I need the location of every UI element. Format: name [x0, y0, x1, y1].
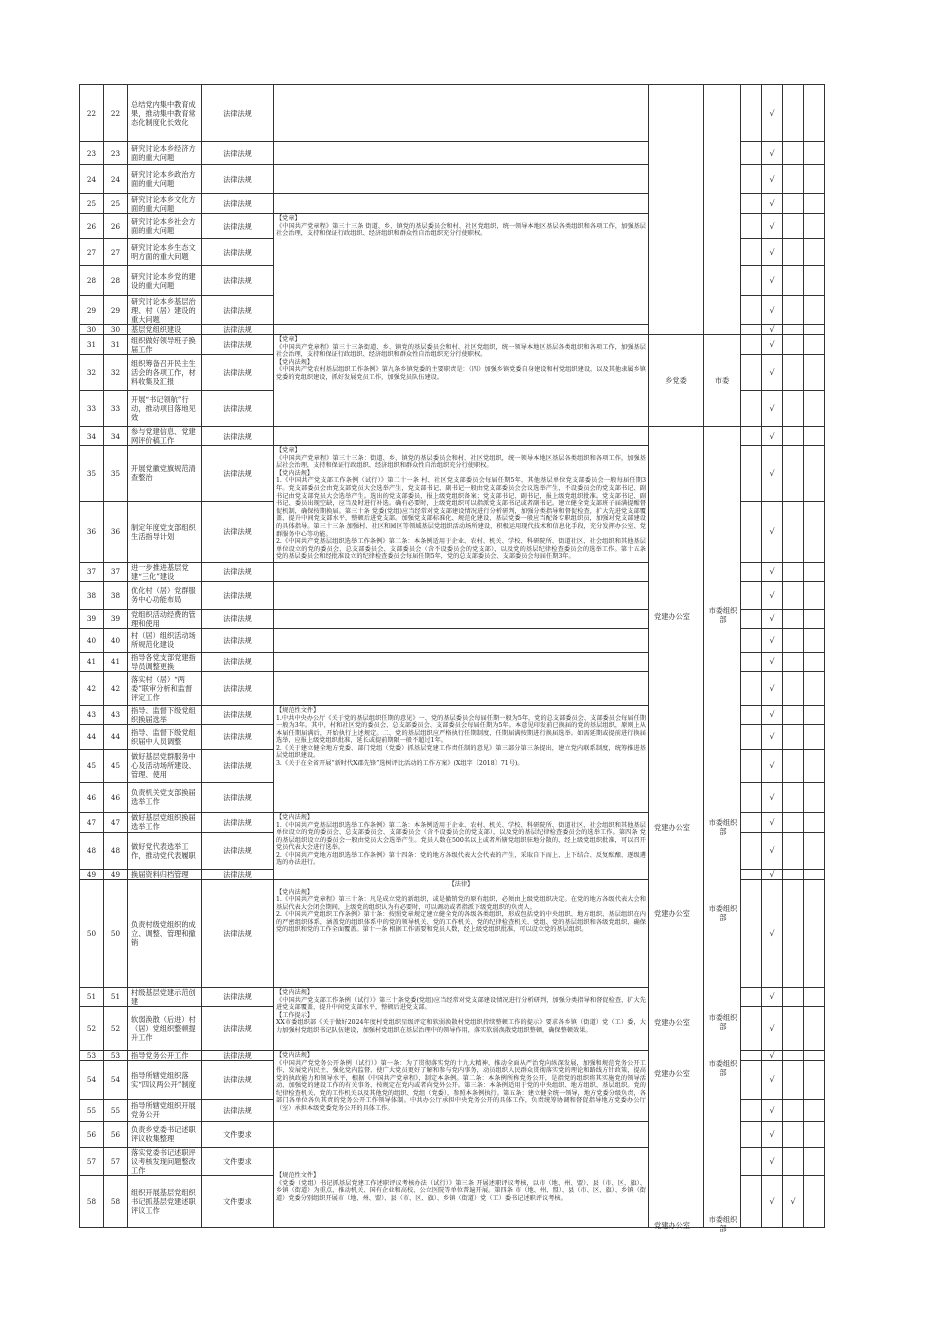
basis-text: 【党内法规】 《中国共产党支部工作条例（试行）》第三十条党委(党组)应当经常对党支部建设情况进行分析研判，加强分类指导和督促检查，扩大先进党支部覆盖，提升中间党支部水平，整顿后进党支部。 【工作提示】 XX市委组织部《关于做好2024年度村党组织星级评定和软弱涣散村党组织持续整顿工作的提示》要求各乡镇（街道）党（工）委，大力加强村党组织书记队伍建设，加强村党组织在基层治理中的领导作用，落实软弱涣散党组织整顿，确保整顿效果。 — [274, 987, 649, 1050]
row-number: 28 — [104, 266, 128, 296]
row-index: 44 — [80, 724, 104, 749]
row-index: 36 — [80, 501, 104, 562]
basis-text: 【规范性文件】 1.中共中央办公厅《关于党的基层组织任期的意见》一、党的基层委员会每届任期一般为5年，党的总支部委员会、支部委员会每届任期一般为3年。其中，村和社区党的委员会、总支部委员会、支部委员会每届任期为5年。本意见印发前已换届的党的基层组织，原则上从本届任期届满后，开始执行上述规定。二、党的基层组织应严格执行任期制度，任期届满按期进行换届选举。如需延期或提前进行换届选举，应报上级党组织批准，延长或提前期限一般不超过1年。 2.《关于建立健全地方党委、部门党组（党委）抓基层党建工作责任制的意见》第三部分第三条提出，建立党内联系制度，统筹推进基层党组织建设。 3.《关于在全省开展“新时代X郡先锋”选树评比活动的工作方案》(X组字〔2018〕71号)。 — [274, 705, 649, 812]
basis-text — [274, 671, 649, 705]
basis-category: 法律法规 — [202, 296, 274, 325]
item-text: 基层党组织建设 — [128, 325, 202, 335]
basis-text — [274, 652, 649, 671]
item-text: 落实党委书记述职评议考核发现问题整改工作 — [128, 1147, 202, 1175]
row-number: 46 — [104, 782, 128, 812]
row-number: 36 — [104, 501, 128, 562]
check-mark: √ — [762, 581, 783, 609]
item-text: 换届资料归档管理 — [128, 869, 202, 879]
row-index: 55 — [80, 1099, 104, 1121]
row-index: 42 — [80, 671, 104, 705]
row-number: 45 — [104, 749, 128, 782]
row-number: 58 — [104, 1175, 128, 1227]
item-text: 研究讨论本乡政治方面的重大问题 — [128, 165, 202, 194]
row-index: 24 — [80, 165, 104, 194]
basis-text — [274, 628, 649, 652]
basis-category: 法律法规 — [202, 705, 274, 724]
item-text: 指导党务公开工作 — [128, 1050, 202, 1060]
unit-label-dangjianban-2: 党建办公室 — [654, 823, 690, 832]
item-text: 做好基层党群服务中心及活动场所建设、管理、使用 — [128, 749, 202, 782]
check-mark: √ — [762, 85, 783, 142]
row-index: 48 — [80, 832, 104, 869]
responsibility-table — [79, 84, 825, 1228]
row-index: 54 — [80, 1060, 104, 1099]
row-number: 23 — [104, 142, 128, 165]
item-text: 指导各党支部党建指导员调整更换 — [128, 652, 202, 671]
basis-category: 文件要求 — [202, 1175, 274, 1227]
item-text: 研究讨论本乡生态文明方面的重大问题 — [128, 239, 202, 266]
basis-category: 法律法规 — [202, 609, 274, 628]
row-number: 51 — [104, 987, 128, 1006]
unit-label-shiwei-zuzhibu-3: 市委组织部 — [708, 904, 738, 922]
row-index: 53 — [80, 1050, 104, 1060]
row-index: 40 — [80, 628, 104, 652]
check-mark: √ — [762, 335, 783, 355]
check-mark: √ — [762, 724, 783, 749]
row-index: 35 — [80, 446, 104, 502]
check-mark: √ — [762, 214, 783, 239]
check-mark: √ — [762, 879, 783, 987]
row-number: 39 — [104, 609, 128, 628]
row-number: 25 — [104, 194, 128, 214]
row-index: 51 — [80, 987, 104, 1006]
basis-text — [274, 194, 649, 214]
item-text: 软弱涣散（后进）村（居）党组织整顿提升工作 — [128, 1006, 202, 1050]
check-mark: √ — [762, 142, 783, 165]
law-heading: 【法律】 — [448, 880, 474, 888]
unit-label-dangjianban-4: 党建办公室 — [654, 1018, 690, 1027]
check-mark: √ — [762, 987, 783, 1006]
row-number: 50 — [104, 879, 128, 987]
basis-category: 法律法规 — [202, 165, 274, 194]
check-mark: √ — [762, 266, 783, 296]
unit-label-dangjianban: 党建办公室 — [654, 612, 690, 621]
basis-category: 法律法规 — [202, 562, 274, 581]
basis-category: 法律法规 — [202, 1099, 274, 1121]
basis-category: 法律法规 — [202, 782, 274, 812]
basis-category: 法律法规 — [202, 832, 274, 869]
item-text: 指导、监督下级党组织届中人员调整 — [128, 724, 202, 749]
row-index: 26 — [80, 214, 104, 239]
item-text: 做好党代表选举工作，推动党代表履职 — [128, 832, 202, 869]
basis-category: 法律法规 — [202, 194, 274, 214]
check-mark: √ — [762, 165, 783, 194]
check-mark: √ — [762, 239, 783, 266]
basis-category: 法律法规 — [202, 335, 274, 355]
row-index: 57 — [80, 1147, 104, 1175]
check-mark: √ — [762, 194, 783, 214]
row-number: 41 — [104, 652, 128, 671]
basis-category: 文件要求 — [202, 1147, 274, 1175]
row-index: 45 — [80, 749, 104, 782]
check-mark: √ — [762, 609, 783, 628]
item-text: 组织开展基层党组织书记抓基层党建述职评议工作 — [128, 1175, 202, 1227]
check-mark: √ — [762, 812, 783, 832]
row-number: 53 — [104, 1050, 128, 1060]
basis-text: 【党章】 《中国共产党章程》第三十三条：街道、乡、镇党的基层委员会和村、社区党组织，统一领导本地区基层各类组织和各项工作，加强基层社会治理，支持和保证行政组织、经济组织和群众性自治组织充分行使职权。 【党内法规】 1.《中国共产党支部工作条例（试行）》第二十一条 村、社区党支部委员会每届任期5年，其他基层单位党支部委员会一般每届任期3年。党支部委员会由党支部党员大会选举产生，党支部书记、副书记一般由党支部委员会会议选举产生，不设委员会的党支部书记、副书记由党支部党员大会选举产生。选出的党支部委员，报上级党组织备案；党支部书记、副书记，报上级党组织批准。党支部书记、副书记、委员出现空缺，应当及时进行补选。确有必要时，上级党组织可以指派党支部书记或者副书记。建立健全党支部班子届满提醒督促机制，确保按期换届。第三十条 党委(党组)应当经常对党支部建设情况进行分析研判，加强分类指导和督促检查，扩大先进党支部覆盖，提升中间党支部水平，整顿后进党支部。加强党支部标准化、规范化建设，基层党委一般应当配备专职组织员，加强对党支部建设的具体指导。第三十三条 加强村、社区和园区等领域基层党组织活动场所建设，积极运用现代技术和信息化手段，充分发挥办公室、党群服务中心等功能。 2.《中国共产党基层组织选举工作条例》第二条：本条例适用于企业、农村、机关、学校、科研院所、街道社区、社会组织和其他基层单位设立的党的委员会、总支部委员会、支部委员会（含不设委员会的党支部），以及党的基层纪律检查委员会的选举工作。第十五条 党的基层委员会和经批准设立的纪律检查委员会每届任期5年，党的总支部委员会、支部委员会每届任期3年。 — [274, 446, 649, 563]
basis-body: 【党内法规】 1.《中国共产党章程》第三十条：凡是成立党的新组织，或是撤销党的原有组织，必须由上级党组织决定。在党的地方各级代表大会和基层代表大会闭会期间，上级党的组织认为有必要时，可以调动或者指派下级党组织的负责人。 2.《中国共产党组织工作条例》第十条：按照党章规定建立健全党的各级各类组织，形成包括党的中央组织、地方组织、基层组织在内的严密组织体系，涵盖党的组织体系中的党的领导机关、党的工作机关、党的纪律检查机关、党组、党的基层组织和各级党组织，确保党的组织和党的工作全面覆盖。第十一条 根据工作需要和党员人数，经上级党组织批准，可以设立党的基层组织。 — [276, 888, 646, 934]
basis-category: 法律法规 — [202, 724, 274, 749]
unit-label-shiwei-zuzhibu-6: 市委组织部 — [708, 1215, 738, 1233]
item-text: 指导、监督下级党组织换届选举 — [128, 705, 202, 724]
basis-category: 法律法规 — [202, 749, 274, 782]
basis-category: 法律法规 — [202, 1006, 274, 1050]
check-mark: √ — [762, 832, 783, 869]
item-text: 开展党徽党旗规范清查整治 — [128, 446, 202, 502]
basis-text — [274, 1121, 649, 1147]
item-text: 村级基层党建示范创建 — [128, 987, 202, 1006]
basis-category: 法律法规 — [202, 501, 274, 562]
basis-category: 法律法规 — [202, 1060, 274, 1099]
basis-category: 法律法规 — [202, 446, 274, 502]
row-number: 31 — [104, 335, 128, 355]
row-index: 28 — [80, 266, 104, 296]
row-number: 30 — [104, 325, 128, 335]
row-index: 52 — [80, 1006, 104, 1050]
basis-text — [274, 562, 649, 581]
row-number: 32 — [104, 355, 128, 391]
check-mark: √ — [762, 1050, 783, 1060]
row-number: 37 — [104, 562, 128, 581]
item-text: 优化村（居）党群服务中心功能布局 — [128, 581, 202, 609]
basis-category: 法律法规 — [202, 325, 274, 335]
unit-cell-empty — [649, 85, 704, 335]
table-row — [80, 85, 825, 142]
row-index: 46 — [80, 782, 104, 812]
row-number: 52 — [104, 1006, 128, 1050]
item-text: 研究讨论本乡文化方面的重大问题 — [128, 194, 202, 214]
row-index: 27 — [80, 239, 104, 266]
unit-label-shiwei-zuzhibu: 市委组织部 — [708, 606, 738, 624]
row-number: 38 — [104, 581, 128, 609]
row-index: 49 — [80, 869, 104, 879]
check-mark: √ — [762, 1147, 783, 1175]
unit-label-dangjianban-6: 党建办公室 — [654, 1221, 690, 1230]
row-index: 56 — [80, 1121, 104, 1147]
row-number: 35 — [104, 446, 128, 502]
basis-category: 法律法规 — [202, 869, 274, 879]
row-number: 49 — [104, 869, 128, 879]
row-number: 43 — [104, 705, 128, 724]
check-mark: √ — [762, 652, 783, 671]
item-text: 负责机关党支部换届选举工作 — [128, 782, 202, 812]
item-text: 制定年度党支部组织生活指导计划 — [128, 501, 202, 562]
row-index: 47 — [80, 812, 104, 832]
row-number: 54 — [104, 1060, 128, 1099]
basis-text: 【党章】 《中国共产党章程》第三十三条 街道、乡、镇党的基层委员会和村、社区党组织，统一领导本地区基层各类组织和各项工作，加强基层社会治理，支持和保证行政组织、经济组织和群众性自治组织充分行使职权。 — [274, 214, 649, 325]
basis-category: 法律法规 — [202, 239, 274, 266]
unit-label-shiwei-zuzhibu-2: 市委组织部 — [708, 818, 738, 836]
row-index: 58 — [80, 1175, 104, 1227]
unit-label-dangjianban-3: 党建办公室 — [654, 909, 690, 918]
check-mark: √ — [762, 671, 783, 705]
unit-label-dangjianban-5: 党建办公室 — [654, 1069, 690, 1078]
item-text: 组织筹备召开民主生活会的各项工作，材料收集及汇报 — [128, 355, 202, 391]
row-index: 33 — [80, 391, 104, 427]
basis-category: 法律法规 — [202, 85, 274, 142]
basis-category: 法律法规 — [202, 581, 274, 609]
row-index: 23 — [80, 142, 104, 165]
row-number: 55 — [104, 1099, 128, 1121]
row-index: 22 — [80, 85, 104, 142]
check-mark: √ — [762, 869, 783, 879]
check-mark: √ — [762, 782, 783, 812]
item-text: 负责乡党委书记述职评议收集整理 — [128, 1121, 202, 1147]
row-index: 50 — [80, 879, 104, 987]
row-number: 26 — [104, 214, 128, 239]
check-mark: √ — [762, 1121, 783, 1147]
check-mark: √ — [762, 749, 783, 782]
basis-category: 法律法规 — [202, 266, 274, 296]
check-mark: √ — [762, 1175, 783, 1227]
basis-category: 法律法规 — [202, 355, 274, 391]
basis-text — [274, 427, 649, 446]
item-text: 指导所辖党组织开展党务公开 — [128, 1099, 202, 1121]
basis-text: 【党内法规】 《中国共产党党务公开条例（试行）》第一条：为了贯彻落实党的十九大精神，推动全面从严治党向纵深发展，加强和规范党务公开工作，发展党内民主，强化党内监督，使广大党员更好了解和参与党内事务，动员组织人民群众贯彻落实党的理论和路线方针政策，提高党的执政能力和领导水平，根据《中国共产党章程》，制定本条例。第二条：本条例所称党务公开，是指党的组织将其实施党的领导活动、加强党的建设工作的有关事务，按规定在党内或者向党外公开。第三条：本条例适用于党的中央组织、地方组织、基层组织。党的纪律检查机关、党的工作机关以及其他党的组织、党组（党委），参照本条例执行。第五条：建立健全统一领导，地方党委分级负责，各部门各单位各负其责的党务公开工作领导体制。中共办公厅承担中央党务公开的具体工作，负责统筹协调和督促指导地方党委办公厅（室）承担本级党委党务公开的具体工作。 — [274, 1050, 649, 1121]
check-mark: √ — [762, 562, 783, 581]
item-text: 参与党建信息、党建网评价稿工作 — [128, 427, 202, 446]
basis-text — [274, 142, 649, 165]
row-number: 33 — [104, 391, 128, 427]
item-text: 进一步推进基层党建“三化”建设 — [128, 562, 202, 581]
check-mark: √ — [762, 628, 783, 652]
item-text: 指导所辖党组织落实“四议两公开”制度 — [128, 1060, 202, 1099]
row-index: 34 — [80, 427, 104, 446]
check-mark: √ — [762, 705, 783, 724]
item-text: 研究讨论本乡基层治理、村（居）建设的重大问题 — [128, 296, 202, 325]
basis-text: 【规范性文件】 《党委（党组）书记抓基层党建工作述职评议考核办法（试行）》第三条 开展述职评议考核，以市（地、州、盟）、县（市、区、旗）、乡镇（街道）为重点，推动机关、国有企业和高校、公立医院等单位普遍开展。第四条 市（地、州、盟）、县（市、区、旗）、乡镇（街道）党委分别组织开展市（地、州、盟）、县（市、区、旗）、乡镇（街道）党（工）委书记述职评议考核。 — [274, 1147, 649, 1227]
row-index: 37 — [80, 562, 104, 581]
check-mark: √ — [762, 1099, 783, 1121]
check-mark: √ — [762, 501, 783, 562]
row-index: 43 — [80, 705, 104, 724]
table-row — [80, 335, 825, 355]
basis-category: 法律法规 — [202, 214, 274, 239]
row-number: 27 — [104, 239, 128, 266]
supervising-unit: 市委 — [704, 335, 741, 427]
check-mark: √ — [762, 1060, 783, 1099]
unit-label-shiwei-zuzhibu-5: 市委组织部 — [708, 1059, 738, 1077]
basis-category: 法律法规 — [202, 812, 274, 832]
check-mark: √ — [762, 296, 783, 325]
row-number: 47 — [104, 812, 128, 832]
unit-cell-empty — [704, 85, 741, 335]
row-number: 42 — [104, 671, 128, 705]
row-index: 32 — [80, 355, 104, 391]
item-text: 研究讨论本乡社会方面的重大问题 — [128, 214, 202, 239]
basis-category: 法律法规 — [202, 652, 274, 671]
row-index: 30 — [80, 325, 104, 335]
basis-category: 法律法规 — [202, 671, 274, 705]
item-text: 组织做好领导班子换届工作 — [128, 335, 202, 355]
row-index: 31 — [80, 335, 104, 355]
basis-text — [274, 609, 649, 628]
unit-label-shiwei-zuzhibu-4: 市委组织部 — [708, 1013, 738, 1031]
check-mark: √ — [783, 1175, 804, 1227]
basis-text — [274, 85, 649, 142]
item-text: 开展“书记领航”行动，推动项目落地见效 — [128, 391, 202, 427]
item-text: 研究讨论本乡经济方面的重大问题 — [128, 142, 202, 165]
row-number: 57 — [104, 1147, 128, 1175]
row-number: 34 — [104, 427, 128, 446]
check-mark: √ — [762, 355, 783, 391]
basis-text: 【党章】 《中国共产党章程》第三十三条街道、乡、镇党的基层委员会和村、社区党组织，统一领导本地区基层各类组织和各项工作，加强基层社会治理，支持和保证行政组织、经济组织和群众性自治组织充分行使职权。 【党内法规】 《中国共产党农村基层组织工作条例》第九条乡镇党委的主要职责是：（四）加强乡镇党委自身建设和村党组织建设，以及其他隶属乡镇党委的党组织建设，抓好发展党员工作，加强党员队伍建设。 — [274, 335, 649, 427]
row-number: 48 — [104, 832, 128, 869]
table-row — [80, 427, 825, 446]
item-text: 研究讨论本乡党的建设的重大问题 — [128, 266, 202, 296]
basis-text — [274, 879, 649, 987]
check-mark: √ — [762, 427, 783, 446]
basis-category: 法律法规 — [202, 1050, 274, 1060]
basis-category: 法律法规 — [202, 142, 274, 165]
item-text: 负责村级党组织的成立、调整、管理和撤销 — [128, 879, 202, 987]
row-index: 39 — [80, 609, 104, 628]
row-number: 40 — [104, 628, 128, 652]
check-mark: √ — [762, 1006, 783, 1050]
basis-category: 法律法规 — [202, 427, 274, 446]
basis-text — [274, 165, 649, 194]
item-text: 落实村（居）“两委”联审分析和监督评定工作 — [128, 671, 202, 705]
check-mark: √ — [762, 446, 783, 502]
row-index: 38 — [80, 581, 104, 609]
basis-category: 法律法规 — [202, 391, 274, 427]
basis-text — [274, 581, 649, 609]
basis-category: 法律法规 — [202, 628, 274, 652]
check-mark: √ — [762, 325, 783, 335]
basis-category: 法律法规 — [202, 987, 274, 1006]
row-index: 25 — [80, 194, 104, 214]
item-text: 村（居）组织活动场所规范化建设 — [128, 628, 202, 652]
row-number: 29 — [104, 296, 128, 325]
item-text: 党组织活动经费的管理和使用 — [128, 609, 202, 628]
row-number: 24 — [104, 165, 128, 194]
check-mark: √ — [762, 391, 783, 427]
row-number: 44 — [104, 724, 128, 749]
item-text: 做好基层党组织换届选举工作 — [128, 812, 202, 832]
basis-category: 法律法规 — [202, 879, 274, 987]
responsible-unit: 乡党委 — [649, 335, 704, 427]
row-number: 22 — [104, 85, 128, 142]
basis-text — [274, 325, 649, 335]
row-index: 41 — [80, 652, 104, 671]
item-text: 总结党内集中教育成果，推动集中教育常态化制度化长效化 — [128, 85, 202, 142]
basis-category: 文件要求 — [202, 1121, 274, 1147]
row-number: 56 — [104, 1121, 128, 1147]
row-index: 29 — [80, 296, 104, 325]
basis-text: 【党内法规】 1.《中国共产党基层组织选举工作条例》第二条：本条例适用于企业、农村、机关、学校、科研院所、街道社区、社会组织和其他基层单位设立的党的委员会、总支部委员会、支部委员会（含不设委员会的党支部），以及党的基层纪律检查委员会的选举工作。第四条 党的基层组织设立的委员会一般由党员大会选举产生。党员人数在500名以上或者所辖党组织驻地分散的，经上级党组织批准，可以召开党员代表大会进行选举。 2.《中国共产党地方组织选举工作条例》第十四条：党的地方各级代表大会代表的产生，采取自下而上、上下结合、反复酝酿、逐级遴选的办法进行。 — [274, 812, 649, 879]
